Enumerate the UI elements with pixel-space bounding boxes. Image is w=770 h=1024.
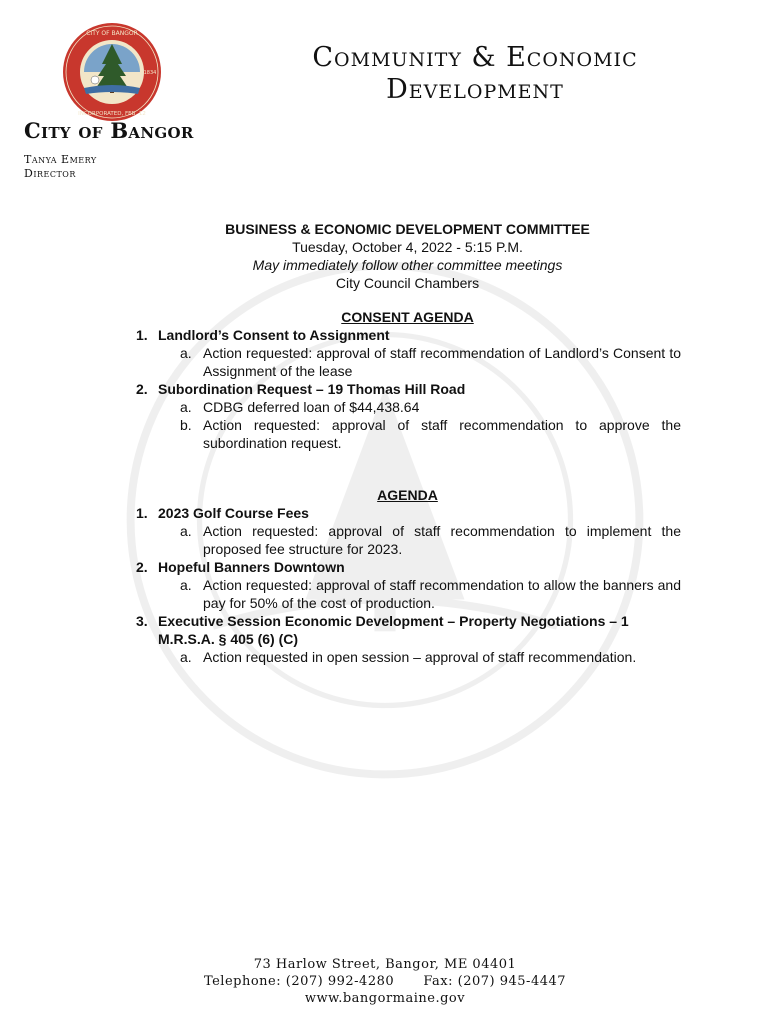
footer xyxy=(180,956,590,1007)
list-item xyxy=(136,380,681,398)
department-title-line1: Community & Economic xyxy=(312,42,638,73)
director-title: Director xyxy=(24,167,76,180)
department-title-line2: Development xyxy=(386,74,564,105)
seal-year-text: 1834 xyxy=(143,70,157,76)
list-item xyxy=(136,504,681,522)
seal-bottom-text: INCORPORATED, FEB. 12 xyxy=(78,111,146,117)
meeting-location: City Council Chambers xyxy=(335,275,480,291)
seal-top-text: CITY OF BANGOR xyxy=(86,30,138,37)
sub-item xyxy=(180,522,681,558)
city-seal-logo xyxy=(62,22,162,122)
sub-item-letter: a. xyxy=(180,577,192,593)
director-name: Tanya Emery xyxy=(24,153,97,166)
item-number: 2. xyxy=(136,381,148,397)
list-item xyxy=(136,558,681,576)
agenda-list xyxy=(136,504,681,666)
item-number: 1. xyxy=(136,327,148,343)
consent-agenda-heading: CONSENT AGENDA xyxy=(341,309,474,325)
sub-item xyxy=(180,344,681,380)
sub-item-letter: a. xyxy=(180,345,192,361)
item-title: Subordination Request – 19 Thomas Hill Road xyxy=(158,381,466,397)
sub-item-letter: b. xyxy=(180,417,192,433)
sub-item-text: CDBG deferred loan of $44,438.64 xyxy=(203,399,420,415)
sub-item-letter: a. xyxy=(180,649,192,665)
department-title xyxy=(270,42,680,106)
meeting-header xyxy=(130,220,685,292)
sub-item-letter: a. xyxy=(180,523,192,539)
sub-item-text: Action requested: approval of staff recommendation of Landlord’s Consent to Assignment of the lease xyxy=(203,345,681,379)
meeting-datetime: Tuesday, October 4, 2022 - 5:15 P.M. xyxy=(292,239,523,255)
sub-item xyxy=(180,648,681,666)
item-title: Executive Session Economic Development – Property Negotiations – 1 M.R.S.A. § 405 (6) (C) xyxy=(158,613,629,647)
footer-telephone: Telephone: (207) 992-4280 xyxy=(203,974,395,989)
agenda-heading: AGENDA xyxy=(377,487,438,503)
item-number: 2. xyxy=(136,559,148,575)
sub-item-text: Action requested in open session – approval of staff recommendation. xyxy=(203,649,637,665)
footer-fax: Fax: (207) 945-4447 xyxy=(423,974,567,989)
item-number: 1. xyxy=(136,505,148,521)
sub-item xyxy=(180,576,681,612)
committee-name: BUSINESS & ECONOMIC DEVELOPMENT COMMITTEE xyxy=(225,221,590,237)
sub-item xyxy=(180,416,681,452)
list-item xyxy=(136,326,681,344)
sub-item-text: Action requested: approval of staff recommendation to implement the proposed fee structure for 2023. xyxy=(203,523,681,557)
meeting-note: May immediately follow other committee meetings xyxy=(252,257,563,273)
sub-item-text: Action requested: approval of staff recommendation to approve the subordination request. xyxy=(203,417,681,451)
consent-agenda-list xyxy=(136,326,681,452)
item-number: 3. xyxy=(136,613,148,629)
list-item xyxy=(136,612,681,648)
sub-item xyxy=(180,398,681,416)
item-title: 2023 Golf Course Fees xyxy=(158,505,309,521)
city-name: City of Bangor xyxy=(24,118,194,143)
sub-item-text: Action requested: approval of staff recommendation to allow the banners and pay for 50% of the cost of production. xyxy=(203,577,681,611)
item-title: Hopeful Banners Downtown xyxy=(158,559,345,575)
sub-item-letter: a. xyxy=(180,399,192,415)
footer-contact xyxy=(180,973,590,990)
item-title: Landlord’s Consent to Assignment xyxy=(158,327,390,343)
footer-website[interactable]: www.bangormaine.gov xyxy=(304,991,466,1006)
footer-address: 73 Harlow Street, Bangor, ME 04401 xyxy=(253,957,517,972)
